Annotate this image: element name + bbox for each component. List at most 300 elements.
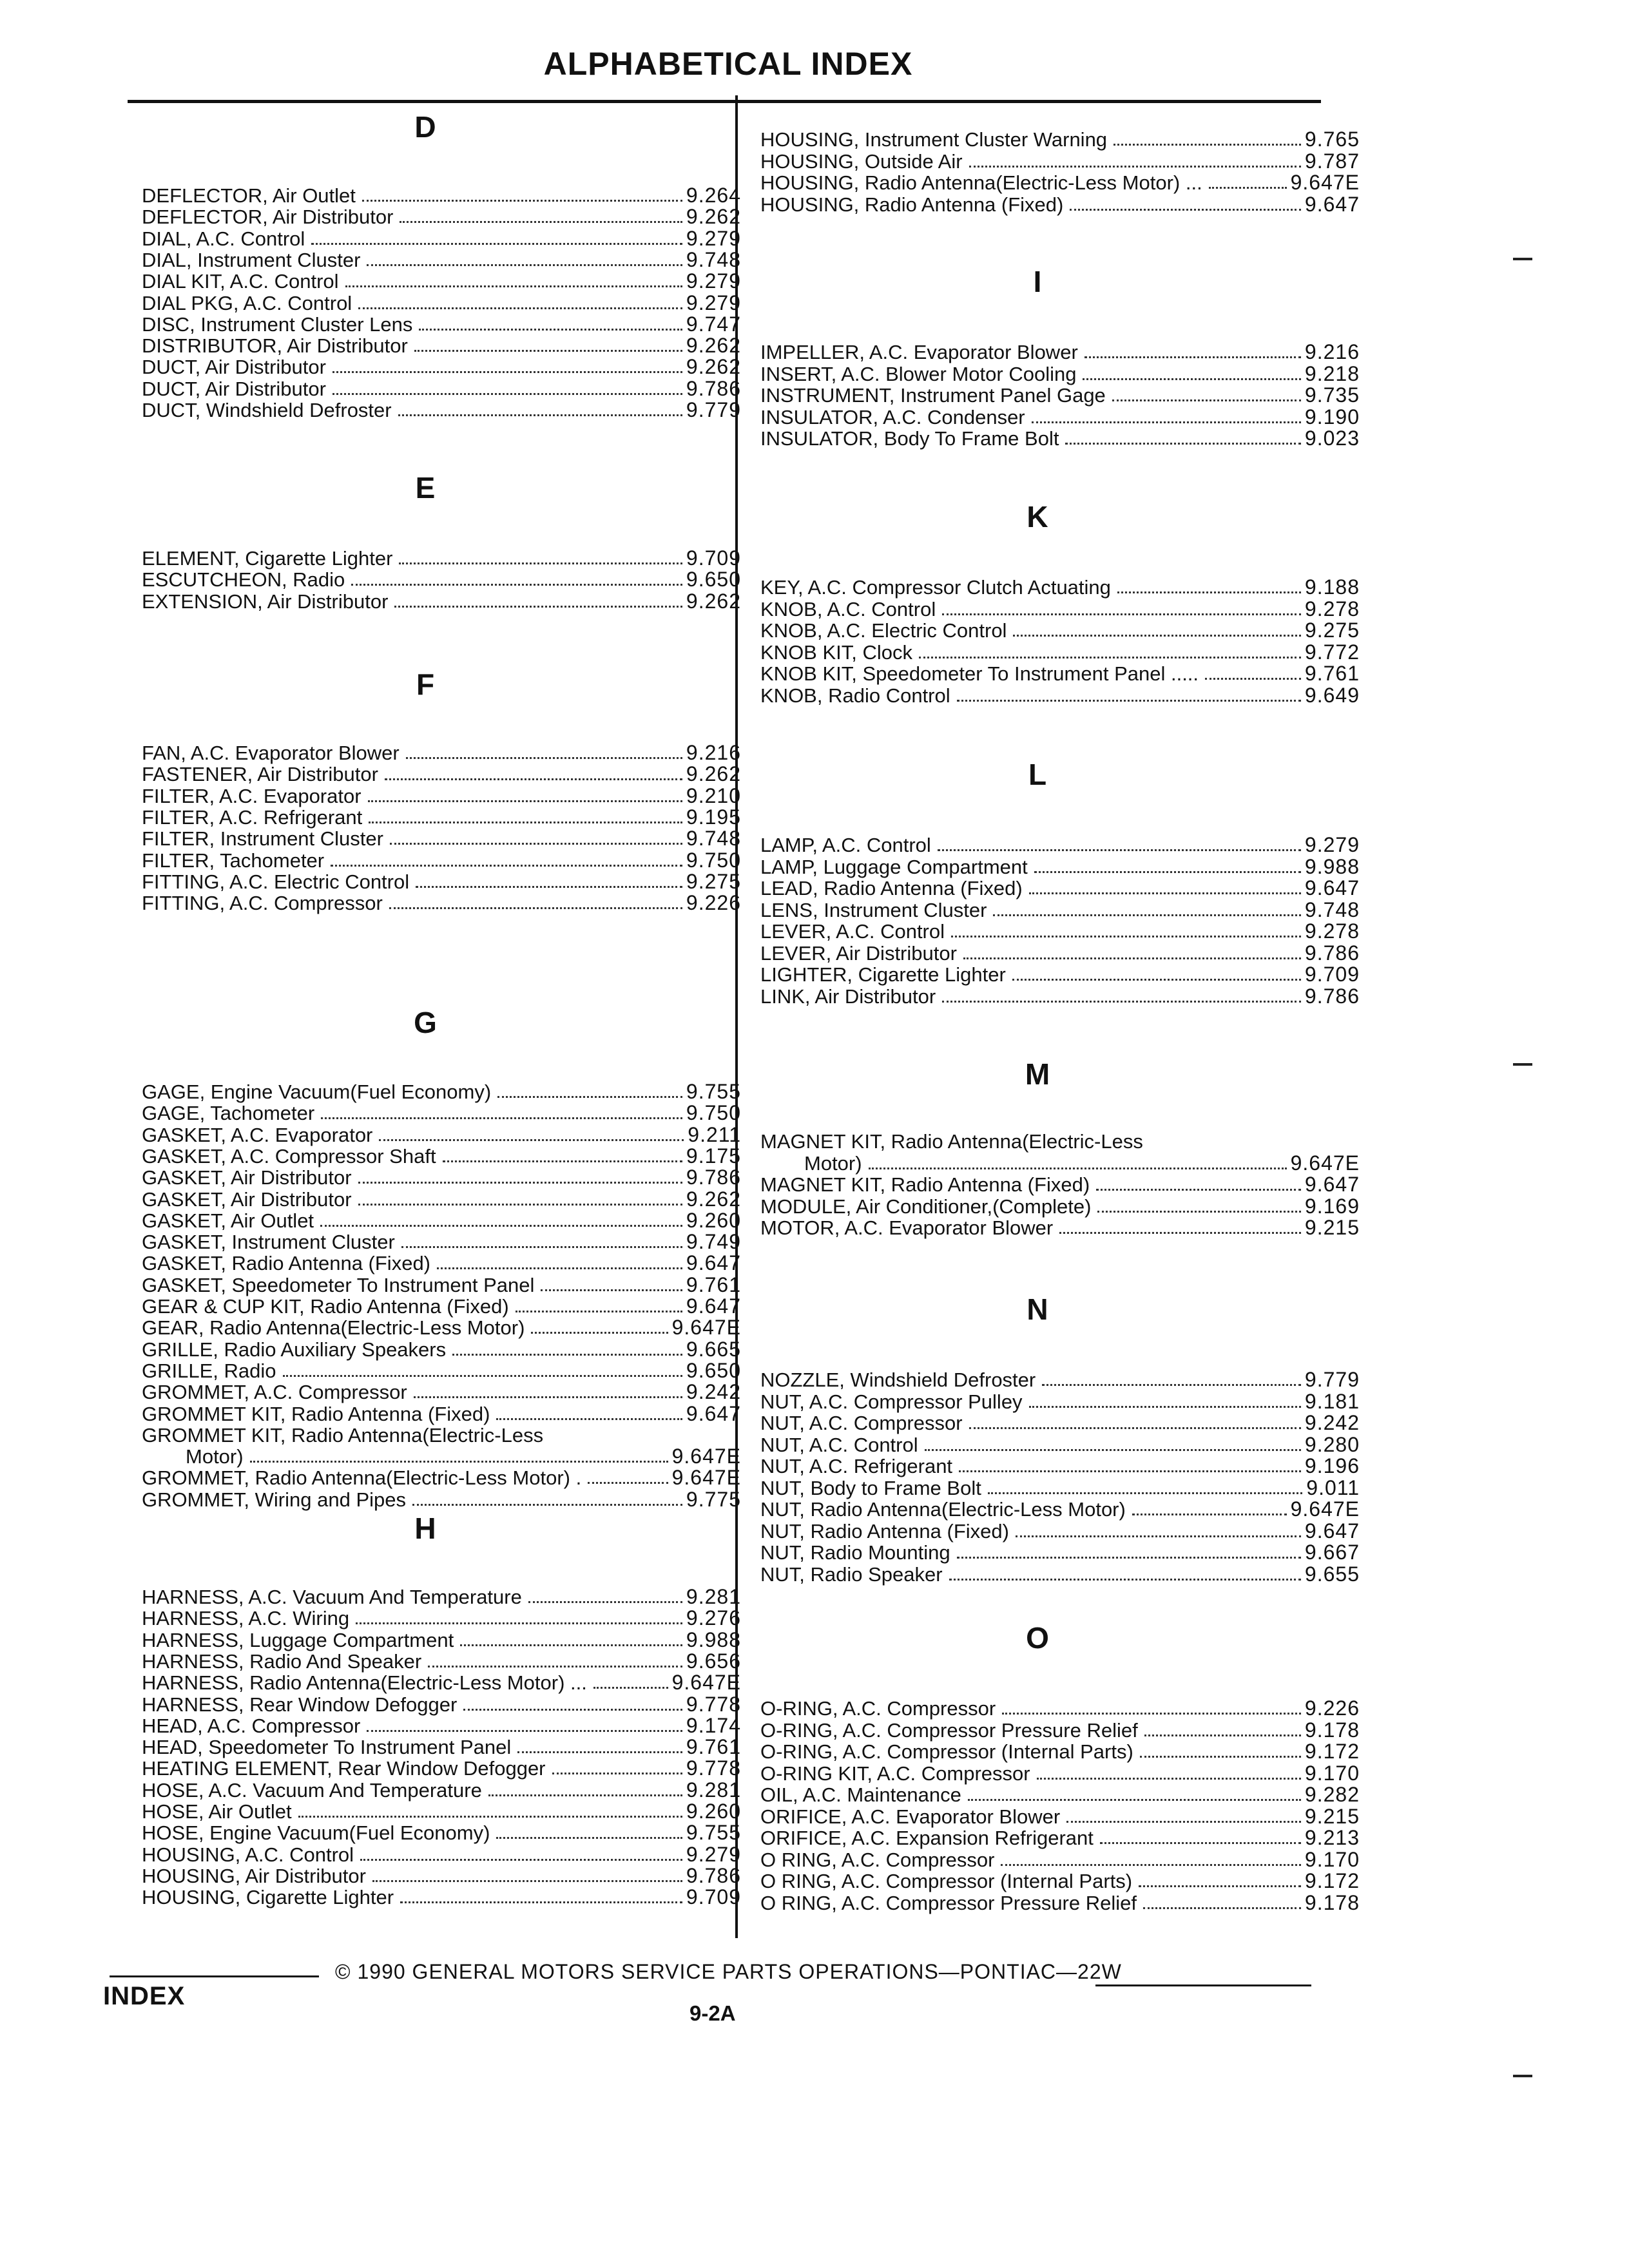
dot-leader <box>963 957 1301 959</box>
entry-text: HOUSING, Radio Antenna(Electric-Less Motor) ... <box>760 171 1202 194</box>
entry-text: MODULE, Air Conditioner,(Complete) <box>760 1195 1092 1218</box>
index-entry <box>142 1887 741 1908</box>
dot-leader <box>1065 443 1300 445</box>
dot-leader <box>333 371 682 373</box>
dot-leader <box>949 1579 1301 1581</box>
entry-text: HARNESS, Radio And Speaker <box>142 1649 422 1673</box>
dot-leader <box>531 1332 668 1334</box>
entry-page-number: 9.647E <box>1290 171 1360 194</box>
entry-text: LEVER, Air Distributor <box>760 941 957 965</box>
index-entry <box>760 151 1360 172</box>
entry-text: GASKET, Speedometer To Instrument Panel <box>142 1273 535 1296</box>
entry-text: HARNESS, A.C. Wiring <box>142 1607 350 1630</box>
dot-leader <box>428 1666 682 1667</box>
dot-leader <box>1083 378 1300 380</box>
entry-page-number: 9.178 <box>1304 1890 1360 1914</box>
dot-leader <box>369 822 682 823</box>
index-entry <box>142 1425 741 1446</box>
section-letter-e: E <box>415 471 436 505</box>
entry-page-number: 9.709 <box>686 1885 741 1909</box>
dot-leader <box>1066 1821 1301 1823</box>
entry-text: FILTER, A.C. Refrigerant <box>142 805 363 829</box>
entry-page-number: 9.242 <box>686 1380 741 1404</box>
entry-text: KNOB KIT, Clock <box>760 640 912 664</box>
entry-page-number: 9.647 <box>1304 1173 1360 1196</box>
index-entry <box>142 1274 741 1296</box>
index-entry <box>142 1360 741 1381</box>
index-entry <box>142 1146 741 1167</box>
dot-leader <box>528 1601 682 1603</box>
entry-page-number: 9.647E <box>671 1466 741 1490</box>
entry-page-number: 9.196 <box>1304 1454 1360 1477</box>
index-entry <box>760 1564 1360 1585</box>
dot-leader <box>1032 421 1301 423</box>
entry-page-number: 9.650 <box>686 1358 741 1382</box>
margin-tick-mark <box>1513 1063 1532 1066</box>
entry-page-number: 9.761 <box>686 1273 741 1296</box>
dot-leader <box>400 1901 682 1903</box>
entry-text: HOSE, Air Outlet <box>142 1800 292 1823</box>
dot-leader <box>321 1117 682 1119</box>
entry-text: HARNESS, Rear Window Defogger <box>142 1693 458 1716</box>
entry-page-number: 9.748 <box>1304 898 1360 921</box>
index-entry <box>760 834 1360 856</box>
entry-page-number: 9.787 <box>1304 149 1360 173</box>
entry-page-number: 9.665 <box>686 1337 741 1361</box>
dot-leader <box>394 606 682 608</box>
footer-rule-left <box>110 1975 319 1977</box>
index-entry <box>142 378 741 399</box>
dot-leader <box>1029 1406 1301 1408</box>
index-entry <box>760 1499 1360 1520</box>
entry-page-number: 9.188 <box>1304 575 1360 599</box>
entry-page-number: 9.279 <box>686 1842 741 1866</box>
dot-leader <box>496 1837 682 1839</box>
dot-leader <box>1016 1535 1301 1537</box>
index-entry <box>142 1167 741 1188</box>
dot-leader <box>1143 1907 1301 1909</box>
entry-page-number: 9.262 <box>686 762 741 786</box>
entry-page-number: 9.755 <box>686 1080 741 1103</box>
dot-leader <box>463 1709 682 1711</box>
dot-leader <box>390 843 682 845</box>
entry-text: ORIFICE, A.C. Expansion Refrigerant <box>760 1827 1094 1849</box>
entry-page-number: 9.262 <box>686 334 741 358</box>
index-entry <box>142 1758 741 1779</box>
page-number: 9-2A <box>689 2001 736 2025</box>
entry-page-number: 9.279 <box>686 226 741 250</box>
entry-text: LENS, Instrument Cluster <box>760 898 987 921</box>
entry-page-number: 9.650 <box>686 568 741 591</box>
entry-page-number: 9.262 <box>686 589 741 613</box>
dot-leader <box>452 1354 682 1356</box>
section-letter-l: L <box>1028 758 1047 791</box>
index-entry <box>760 1741 1360 1762</box>
index-entry <box>142 742 741 764</box>
index-entry <box>760 1131 1360 1152</box>
entry-page-number: 9.282 <box>1304 1783 1360 1806</box>
entry-page-number: 9.262 <box>686 205 741 229</box>
entry-page-number: 9.169 <box>1304 1194 1360 1218</box>
index-entry <box>760 964 1360 985</box>
dot-leader <box>1037 1778 1301 1780</box>
entry-text: HEATING ELEMENT, Rear Window Defogger <box>142 1757 546 1780</box>
entry-page-number: 9.275 <box>1304 619 1360 642</box>
entry-text: MAGNET KIT, Radio Antenna(Electric-Less <box>760 1130 1143 1153</box>
index-entry <box>142 807 741 828</box>
entry-page-number: 9.647 <box>1304 192 1360 216</box>
index-entry <box>760 385 1360 406</box>
entry-page-number: 9.216 <box>686 741 741 764</box>
dot-leader <box>437 1267 682 1269</box>
entry-page-number: 9.279 <box>686 269 741 293</box>
entry-text: GASKET, A.C. Compressor Shaft <box>142 1144 436 1168</box>
entry-text: INSULATOR, A.C. Condenser <box>760 405 1025 428</box>
entry-page-number: 9.011 <box>1306 1475 1360 1499</box>
entry-text: DISTRIBUTOR, Air Distributor <box>142 334 408 358</box>
dot-leader <box>516 1311 682 1312</box>
dot-leader <box>1132 1514 1287 1515</box>
entry-text: HEAD, Speedometer To Instrument Panel <box>142 1736 512 1759</box>
entry-text: O RING, A.C. Compressor Pressure Relief <box>760 1891 1137 1914</box>
dot-leader <box>412 1504 682 1506</box>
entry-text: GROMMET, Wiring and Pipes <box>142 1488 406 1511</box>
dot-leader <box>414 1396 682 1398</box>
entry-text: KEY, A.C. Compressor Clutch Actuating <box>760 576 1111 599</box>
entry-text: HARNESS, Radio Antenna(Electric-Less Motor) ... <box>142 1671 587 1695</box>
dot-leader <box>385 778 682 780</box>
index-entry <box>142 1865 741 1887</box>
entry-page-number: 9.178 <box>1304 1718 1360 1742</box>
entry-text: ORIFICE, A.C. Evaporator Blower <box>760 1805 1061 1828</box>
index-entry <box>760 1369 1360 1390</box>
index-entry <box>142 185 741 206</box>
index-entry <box>760 1870 1360 1892</box>
page-title: ALPHABETICAL INDEX <box>543 46 913 82</box>
entry-page-number: 9.023 <box>1304 427 1360 450</box>
index-entry <box>760 663 1360 684</box>
index-entry <box>760 642 1360 663</box>
entry-text: INSTRUMENT, Instrument Panel Gage <box>760 384 1106 407</box>
entry-text: NUT, A.C. Refrigerant <box>760 1455 953 1477</box>
index-entry <box>760 1196 1360 1217</box>
index-entry <box>760 577 1360 598</box>
index-entry <box>760 685 1360 706</box>
entry-text: HOUSING, Air Distributor <box>142 1864 366 1887</box>
dot-leader <box>367 264 682 266</box>
index-entry <box>142 1780 741 1801</box>
entry-text: FILTER, A.C. Evaporator <box>142 784 361 807</box>
dot-leader <box>358 307 682 309</box>
dot-leader <box>1084 356 1301 358</box>
dot-leader <box>959 1470 1301 1472</box>
entry-text: NUT, Radio Antenna(Electric-Less Motor) <box>760 1498 1126 1521</box>
dot-leader <box>360 1859 682 1861</box>
section-letter-d: D <box>414 110 436 144</box>
entry-page-number: 9.195 <box>686 805 741 829</box>
entry-page-number: 9.242 <box>1304 1411 1360 1434</box>
dot-leader <box>362 200 682 202</box>
index-entry <box>142 850 741 871</box>
entry-text: GASKET, Air Outlet <box>142 1209 314 1232</box>
index-entry <box>142 271 741 292</box>
title-rule <box>128 100 1321 103</box>
index-entry <box>760 1827 1360 1849</box>
index-entry <box>142 1844 741 1865</box>
entry-page-number: 9.647 <box>1304 1519 1360 1542</box>
index-entry <box>760 1456 1360 1477</box>
entry-text: FILTER, Instrument Cluster <box>142 827 383 850</box>
index-entry <box>760 341 1360 363</box>
dot-leader <box>969 1427 1301 1429</box>
entry-text: DIAL, A.C. Control <box>142 227 305 250</box>
entry-text: O RING, A.C. Compressor (Internal Parts) <box>760 1870 1133 1892</box>
index-entry <box>760 1763 1360 1784</box>
dot-leader <box>356 1622 682 1624</box>
index-entry <box>760 363 1360 385</box>
entry-text: DEFLECTOR, Air Distributor <box>142 206 394 229</box>
index-entry <box>760 1806 1360 1827</box>
entry-page-number: 9.655 <box>1304 1562 1360 1586</box>
dot-leader <box>1013 635 1300 637</box>
section-letter-n: N <box>1027 1293 1048 1326</box>
dot-leader <box>541 1289 682 1291</box>
dot-leader <box>320 1225 682 1227</box>
index-entry <box>142 828 741 849</box>
dot-leader <box>379 1139 684 1141</box>
entry-page-number: 9.647E <box>1290 1497 1360 1521</box>
dot-leader <box>1113 144 1301 146</box>
entry-page-number: 9.786 <box>686 376 741 400</box>
dot-leader <box>333 393 682 395</box>
index-entry <box>804 1153 1360 1174</box>
index-entry <box>760 1521 1360 1542</box>
dot-leader <box>283 1375 682 1377</box>
dot-leader <box>497 1096 682 1098</box>
entry-text: KNOB, Radio Control <box>760 684 950 707</box>
dot-leader <box>358 1204 682 1206</box>
entry-text: HOUSING, Outside Air <box>760 149 963 173</box>
index-entry <box>760 599 1360 620</box>
entry-text: MOTOR, A.C. Evaporator Blower <box>760 1216 1054 1239</box>
entry-page-number: 9.748 <box>686 247 741 271</box>
entry-page-number: 9.649 <box>1304 683 1360 707</box>
entry-page-number: 9.647E <box>671 1316 741 1340</box>
dot-leader <box>517 1751 682 1753</box>
index-entry <box>142 1694 741 1715</box>
entry-page-number: 9.226 <box>1304 1696 1360 1720</box>
index-entry <box>142 206 741 227</box>
dot-leader <box>389 907 682 909</box>
entry-text: DUCT, Air Distributor <box>142 377 326 400</box>
entry-page-number: 9.647 <box>1304 876 1360 899</box>
index-entry <box>142 1489 741 1510</box>
index-entry <box>760 428 1360 449</box>
entry-text: HARNESS, A.C. Vacuum And Temperature <box>142 1586 522 1608</box>
entry-text: NUT, A.C. Control <box>760 1433 918 1456</box>
entry-page-number: 9.280 <box>1304 1432 1360 1456</box>
entry-text: NUT, A.C. Compressor Pulley <box>760 1390 1023 1413</box>
entry-text: NUT, Body to Frame Bolt <box>760 1476 981 1499</box>
entry-page-number: 9.172 <box>1304 1869 1360 1892</box>
dot-leader <box>372 1880 682 1882</box>
dot-leader <box>1140 1756 1301 1758</box>
entry-page-number: 9.264 <box>686 184 741 207</box>
entry-text: HOUSING, Cigarette Lighter <box>142 1886 394 1909</box>
index-entry <box>760 172 1360 193</box>
entry-text: DEFLECTOR, Air Outlet <box>142 184 356 207</box>
dot-leader <box>1117 591 1301 593</box>
dot-leader <box>496 1418 682 1420</box>
entry-page-number: 9.765 <box>1304 128 1360 151</box>
index-entry <box>142 1651 741 1672</box>
entry-page-number: 9.213 <box>1304 1826 1360 1849</box>
dot-leader <box>460 1644 682 1646</box>
entry-page-number: 9.276 <box>686 1606 741 1630</box>
entry-text: KNOB KIT, Speedometer To Instrument Panel ..... <box>760 662 1199 685</box>
dot-leader <box>419 329 682 331</box>
entry-page-number: 9.647 <box>686 1294 741 1318</box>
dot-leader <box>1096 1189 1301 1191</box>
index-entry <box>142 1629 741 1651</box>
entry-page-number: 9.647 <box>686 1251 741 1275</box>
index-entry <box>142 1801 741 1822</box>
dot-leader <box>925 1449 1301 1451</box>
entry-page-number: 9.750 <box>686 1101 741 1125</box>
index-entry <box>760 129 1360 150</box>
entry-page-number: 9.190 <box>1304 405 1360 428</box>
dot-leader <box>593 1687 668 1689</box>
dot-leader <box>298 1816 682 1818</box>
index-entry <box>142 356 741 378</box>
entry-text: NUT, Radio Mounting <box>760 1541 950 1564</box>
entry-text: IMPELLER, A.C. Evaporator Blower <box>760 341 1078 363</box>
dot-leader <box>957 700 1301 702</box>
entry-text: DIAL, Instrument Cluster <box>142 248 361 271</box>
entry-text: O-RING, A.C. Compressor (Internal Parts) <box>760 1740 1133 1763</box>
dot-leader <box>368 800 682 802</box>
index-entry <box>760 1892 1360 1914</box>
entry-text: DIAL KIT, A.C. Control <box>142 270 339 293</box>
entry-page-number: 9.988 <box>1304 854 1360 878</box>
index-entry <box>760 1720 1360 1741</box>
dot-leader <box>400 221 682 223</box>
entry-page-number: 9.218 <box>1304 361 1360 385</box>
entry-text: FASTENER, Air Distributor <box>142 763 378 786</box>
entry-page-number: 9.215 <box>1304 1804 1360 1828</box>
index-entry <box>142 1317 741 1338</box>
index-entry <box>760 943 1360 964</box>
entry-page-number: 9.786 <box>686 1863 741 1887</box>
dot-leader <box>1100 1842 1301 1844</box>
dot-leader <box>250 1461 668 1463</box>
index-entry <box>186 1446 741 1467</box>
entry-page-number: 9.260 <box>686 1800 741 1823</box>
dot-leader <box>443 1160 682 1162</box>
index-entry <box>142 548 741 569</box>
entry-page-number: 9.778 <box>686 1756 741 1780</box>
entry-page-number: 9.761 <box>686 1735 741 1759</box>
entry-text: INSULATOR, Body To Frame Bolt <box>760 427 1059 450</box>
entry-page-number: 9.174 <box>686 1713 741 1737</box>
entry-page-number: 9.170 <box>1304 1761 1360 1785</box>
index-entry <box>142 1296 741 1317</box>
dot-leader <box>1205 678 1301 680</box>
index-entry <box>760 856 1360 878</box>
index-entry <box>760 1391 1360 1412</box>
dot-leader <box>869 1168 1287 1169</box>
entry-text: GROMMET KIT, Radio Antenna(Electric-Less <box>142 1423 544 1446</box>
dot-leader <box>1001 1864 1300 1866</box>
entry-text: LEAD, Radio Antenna (Fixed) <box>760 877 1023 899</box>
entry-text: DUCT, Air Distributor <box>142 356 326 379</box>
entry-text: O-RING, A.C. Compressor Pressure Relief <box>760 1718 1138 1742</box>
entry-text: INSERT, A.C. Blower Motor Cooling <box>760 362 1077 385</box>
index-entry <box>760 1784 1360 1805</box>
index-entry <box>142 1124 741 1146</box>
dot-leader <box>1112 399 1301 401</box>
entry-text: O-RING, A.C. Compressor <box>760 1697 996 1720</box>
dot-leader <box>988 1492 1302 1494</box>
entry-page-number: 9.775 <box>686 1487 741 1511</box>
entry-text: HARNESS, Luggage Compartment <box>142 1628 454 1651</box>
entry-page-number: 9.278 <box>1304 597 1360 620</box>
footer-rule-right <box>1095 1984 1311 1986</box>
entry-page-number: 9.279 <box>686 291 741 314</box>
entry-text: NUT, Radio Speaker <box>760 1562 943 1586</box>
index-entry <box>142 1715 741 1736</box>
dot-leader <box>1209 187 1287 189</box>
index-entry <box>142 1672 741 1693</box>
entry-page-number: 9.988 <box>686 1628 741 1651</box>
entry-text: DUCT, Windshield Defroster <box>142 399 392 421</box>
index-entry <box>760 1477 1360 1499</box>
entry-page-number: 9.175 <box>686 1144 741 1168</box>
entry-text: FAN, A.C. Evaporator Blower <box>142 742 400 764</box>
index-entry <box>142 1467 741 1488</box>
dot-leader <box>401 1246 682 1248</box>
dot-leader <box>993 914 1300 916</box>
entry-page-number: 9.656 <box>686 1649 741 1673</box>
entry-page-number: 9.281 <box>686 1778 741 1802</box>
index-entry <box>760 1849 1360 1870</box>
entry-text: HOSE, A.C. Vacuum And Temperature <box>142 1778 482 1802</box>
section-letter-k: K <box>1027 500 1048 533</box>
dot-leader <box>311 243 682 245</box>
dot-leader <box>358 1182 682 1184</box>
index-entry <box>142 1102 741 1124</box>
entry-page-number: 9.647E <box>1290 1151 1360 1175</box>
dot-leader <box>488 1794 682 1796</box>
entry-text: GASKET, Radio Antenna (Fixed) <box>142 1252 431 1275</box>
index-entry <box>760 1698 1360 1719</box>
entry-page-number: 9.262 <box>686 355 741 379</box>
entry-page-number: 9.260 <box>686 1208 741 1232</box>
entry-text: ESCUTCHEON, Radio <box>142 568 345 591</box>
entry-page-number: 9.215 <box>1304 1216 1360 1239</box>
entry-page-number: 9.278 <box>1304 919 1360 943</box>
entry-page-number: 9.750 <box>686 848 741 872</box>
dot-leader <box>1034 871 1301 873</box>
entry-page-number: 9.735 <box>1304 383 1360 407</box>
entry-page-number: 9.749 <box>686 1230 741 1254</box>
entry-page-number: 9.786 <box>686 1166 741 1189</box>
entry-text: DIAL PKG, A.C. Control <box>142 291 352 314</box>
index-entry <box>760 620 1360 641</box>
entry-text: DISC, Instrument Cluster Lens <box>142 312 413 336</box>
entry-page-number: 9.216 <box>1304 340 1360 363</box>
entry-text: FITTING, A.C. Compressor <box>142 892 383 915</box>
